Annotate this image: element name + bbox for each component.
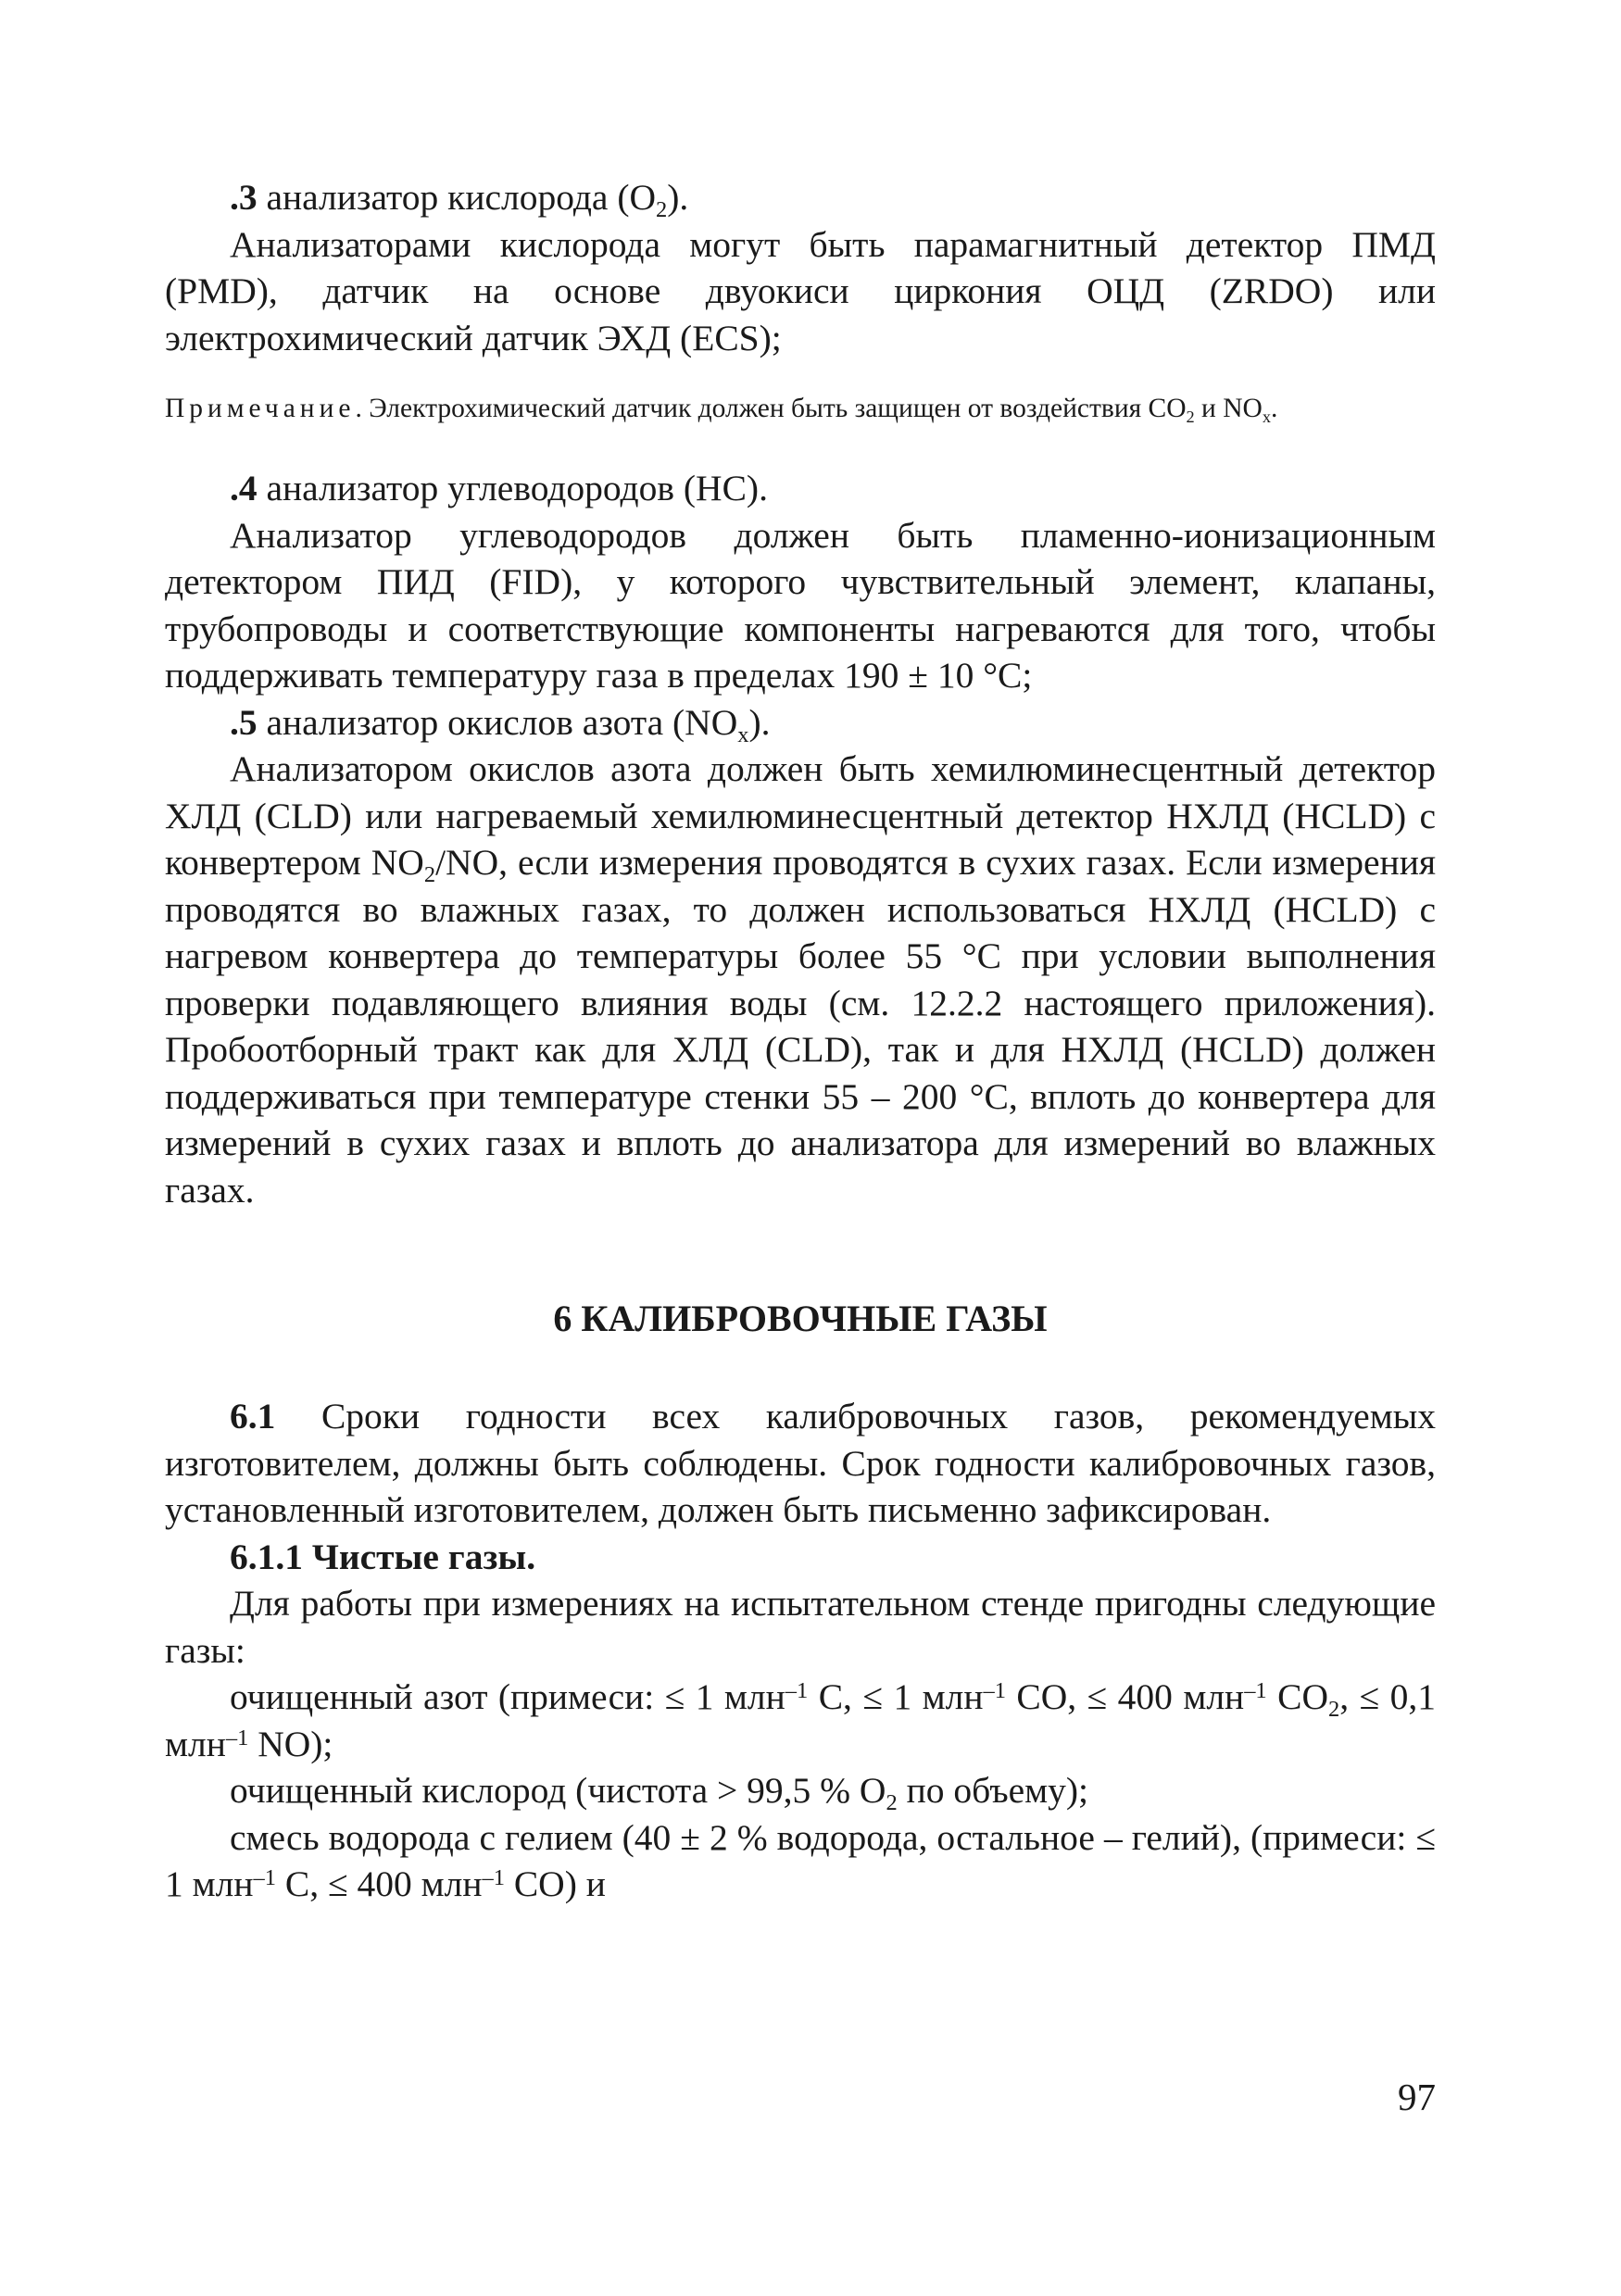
paragraph-pure-gases: Для работы при измерениях на испытательном стенде пригодны следующие газы: bbox=[165, 1583, 1436, 1671]
page-number: 97 bbox=[1398, 2076, 1436, 2118]
item-number: 6.1 bbox=[230, 1396, 276, 1437]
paragraph-nox-analyzer: Анализатором окислов азота должен быть хемилюминесцентный детектор ХЛД (CLD) или нагреваемый хемилюминесцентный детектор НХЛД (HCLD) с конвертером $NO_2/NO$, если измерения проводятся в сухих газах. Если измерения проводятся во влажных газах, то должен использоваться НХЛД (HCLD) с нагревом конвертера до температуры более 55 °С при условии выполнения проверки подавляющего влияния воды (см. 12.2.2 настоящего приложения). Пробоотборный тракт как для ХЛД (CLD), так и для НХЛД (HCLD) должен поддерживаться при температуре стенки 55 – 200 °С, вплоть до конвертера для измерений в сухих газах и вплоть до анализатора для измерений во влажных газах. bbox=[165, 748, 1436, 1211]
list-item-oxygen: очищенный кислород (чистота > 99,5 % $O_2$ по объему); bbox=[230, 1770, 1089, 1815]
list-item-hydrogen-helium: смесь водорода с гелием (40 ± 2 % водорода, остальное – гелий), (примеси: ≤ 1 млн$^{-1}$ C, ≤ 400 млн$^{-1}$ CO) и bbox=[165, 1816, 1436, 1904]
page-body bbox=[165, 174, 1436, 1908]
paragraph-hc-analyzer: Анализатор углеводородов должен быть пламенно-ионизационным детектором ПИД (FID), у которого чувствительный элемент, клапаны, трубопроводы и соответствующие компоненты нагреваются для того, чтобы поддерживать температуру газа в пределах 190 ± 10 °С; bbox=[165, 514, 1436, 696]
item-3-oxygen-analyzer: .3 анализатор кислорода $(O_2)$. bbox=[230, 177, 689, 222]
list-item-nitrogen: очищенный азот (примеси: ≤ 1 млн$^{-1}$ C, ≤ 1 млн$^{-1}$ CO, ≤ 400 млн$^{-1}$ $CO_2$, ≤ 0,1 млн$^{-1}$ NO); bbox=[165, 1676, 1436, 1764]
item-number: .3 bbox=[230, 177, 258, 218]
item-6-1-1-pure-gases: 6.1.1 Чистые газы. bbox=[230, 1536, 536, 1577]
note-label: Примечание bbox=[165, 394, 356, 423]
item-6-1-shelf-life: 6.1 Сроки годности всех калибровочных газов, рекомендуемых изготовителем, должны быть соблюдены. Срок годности калибровочных газов, установленный изготовителем, должен быть письменно зафиксирован. bbox=[165, 1396, 1436, 1530]
item-5-nox-analyzer: .5 анализатор окислов азота $(NO_x)$. bbox=[230, 701, 771, 747]
item-4-hc-analyzer: .4 анализатор углеводородов (HC). bbox=[230, 468, 768, 508]
item-number: .4 bbox=[230, 468, 258, 508]
section-heading: 6 КАЛИБРОВОЧНЫЕ ГАЗЫ bbox=[553, 1298, 1048, 1339]
note: Примечание. Электрохимический датчик должен быть защищен от воздействия $CO_2$ и $NO_x$. bbox=[165, 394, 1278, 426]
item-number: .5 bbox=[230, 701, 258, 743]
paragraph-oxygen-analyzers: Анализаторами кислорода могут быть парамагнитный детектор ПМД (PMD), датчик на основе двуокиси циркония ОЦД (ZRDO) или электрохимический датчик ЭХД (ECS); bbox=[165, 223, 1436, 358]
